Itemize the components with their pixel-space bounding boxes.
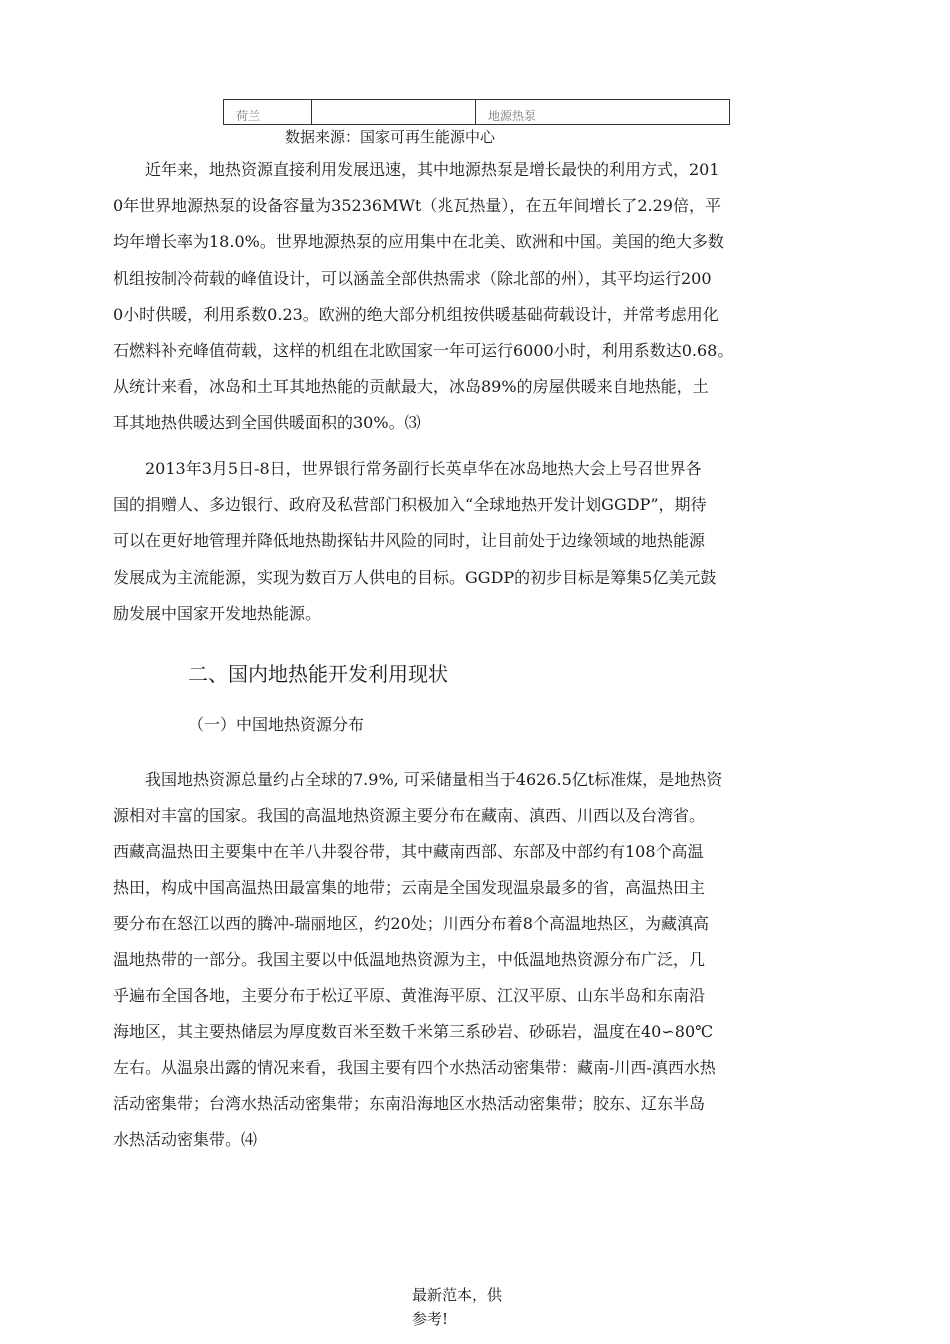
section-heading: 二、国内地热能开发利用现状 [188, 662, 448, 686]
text-line: 可以在更好地管理并降低地热勘探钻井风险的同时，让目前处于边缘领域的地热能源 [113, 531, 706, 551]
table-cell-type: 地源热泵 [488, 109, 537, 123]
text-line: 国的捐赠人、多边银行、政府及私营部门积极加入“全球地热开发计划GGDP”，期待 [113, 495, 707, 515]
table-cell-country: 荷兰 [224, 100, 312, 124]
text-line: 从统计来看，冰岛和土耳其地热能的贡献最大，冰岛89%的房屋供暖来自地热能，土 [113, 377, 709, 397]
page-footer [412, 1283, 502, 1331]
footer-line: 最新范本，供 [412, 1286, 503, 1304]
text-line: 机组按制冷荷载的峰值设计，可以涵盖全部供热需求（除北部的州），其平均运行200 [113, 268, 712, 288]
table-fragment [223, 99, 730, 125]
text-line: 近年来，地热资源直接利用发展迅速，其中地源热泵是增长最快的利用方式，201 [113, 160, 720, 179]
text-line: 2013年3月5日-8日，世界银行常务副行长英卓华在冰岛地热大会上号召世界各 [113, 459, 702, 478]
text-line: 耳其地热供暖达到全国供暖面积的30%。⑶ [113, 413, 421, 433]
text-line: 乎遍布全国各地，主要分布于松辽平原、黄淮海平原、江汉平原、山东半岛和东南沿 [113, 986, 706, 1005]
paragraph-heat-pumps [113, 152, 873, 442]
table-cell-empty [312, 100, 476, 124]
text-line: 水热活动密集带。⑷ [113, 1130, 258, 1149]
text-line: 温地热带的一部分。我国主要以中低温地热资源为主，中低温地热资源分布广泛，几 [113, 950, 706, 969]
text-line: 海地区，其主要热储层为厚度数百米至数千米第三系砂岩、砂砾岩，温度在40∽80℃ [113, 1022, 714, 1041]
paragraph-ggdp [113, 451, 873, 632]
text-line: 0小时供暖，利用系数0.23。欧洲的绝大部分机组按供暖基础荷载设计，并常考虑用化 [113, 304, 719, 324]
footer-line: 参考! [412, 1310, 449, 1328]
text-line: 要分布在怒江以西的腾冲-瑞丽地区，约20处；川西分布着8个高温地热区，为藏滇高 [113, 914, 709, 933]
text-line: 发展成为主流能源，实现为数百万人供电的目标。GGDP的初步目标是筹集5亿美元鼓 [113, 567, 717, 587]
text-line: 石燃料补充峰值荷载，这样的机组在北欧国家一年可运行6000小时，利用系数达0.68。 [113, 340, 734, 360]
data-source-note: 数据来源：国家可再生能源中心 [285, 128, 496, 146]
text-line: 0年世界地源热泵的设备容量为35236MWt（兆瓦热量），在五年间增长了2.29倍，平 [113, 196, 721, 216]
text-line: 西藏高温热田主要集中在羊八井裂谷带，其中藏南西部、东部及中部约有108个高温 [113, 842, 704, 861]
text-line: 励发展中国家开发地热能源。 [113, 603, 322, 623]
paragraph-china-distribution [113, 762, 873, 1158]
text-line: 活动密集带；台湾水热活动密集带；东南沿海地区水热活动密集带；胶东、辽东半岛 [113, 1094, 706, 1113]
text-line: 均年增长率为18.0%。世界地源热泵的应用集中在北美、欧洲和中国。美国的绝大多数 [113, 232, 724, 252]
subsection-heading: （一）中国地热资源分布 [188, 715, 365, 734]
text-line: 源相对丰富的国家。我国的高温地热资源主要分布在藏南、滇西、川西以及台湾省。 [113, 806, 706, 825]
text-line: 热田，构成中国高温热田最富集的地带；云南是全国发现温泉最多的省，高温热田主 [113, 878, 706, 897]
text-line: 左右。从温泉出露的情况来看，我国主要有四个水热活动密集带：藏南-川西-滇西水热 [113, 1058, 716, 1077]
text-line: 我国地热资源总量约占全球的7.9%, 可采储量相当于4626.5亿t标准煤，是地热资 [113, 770, 723, 789]
